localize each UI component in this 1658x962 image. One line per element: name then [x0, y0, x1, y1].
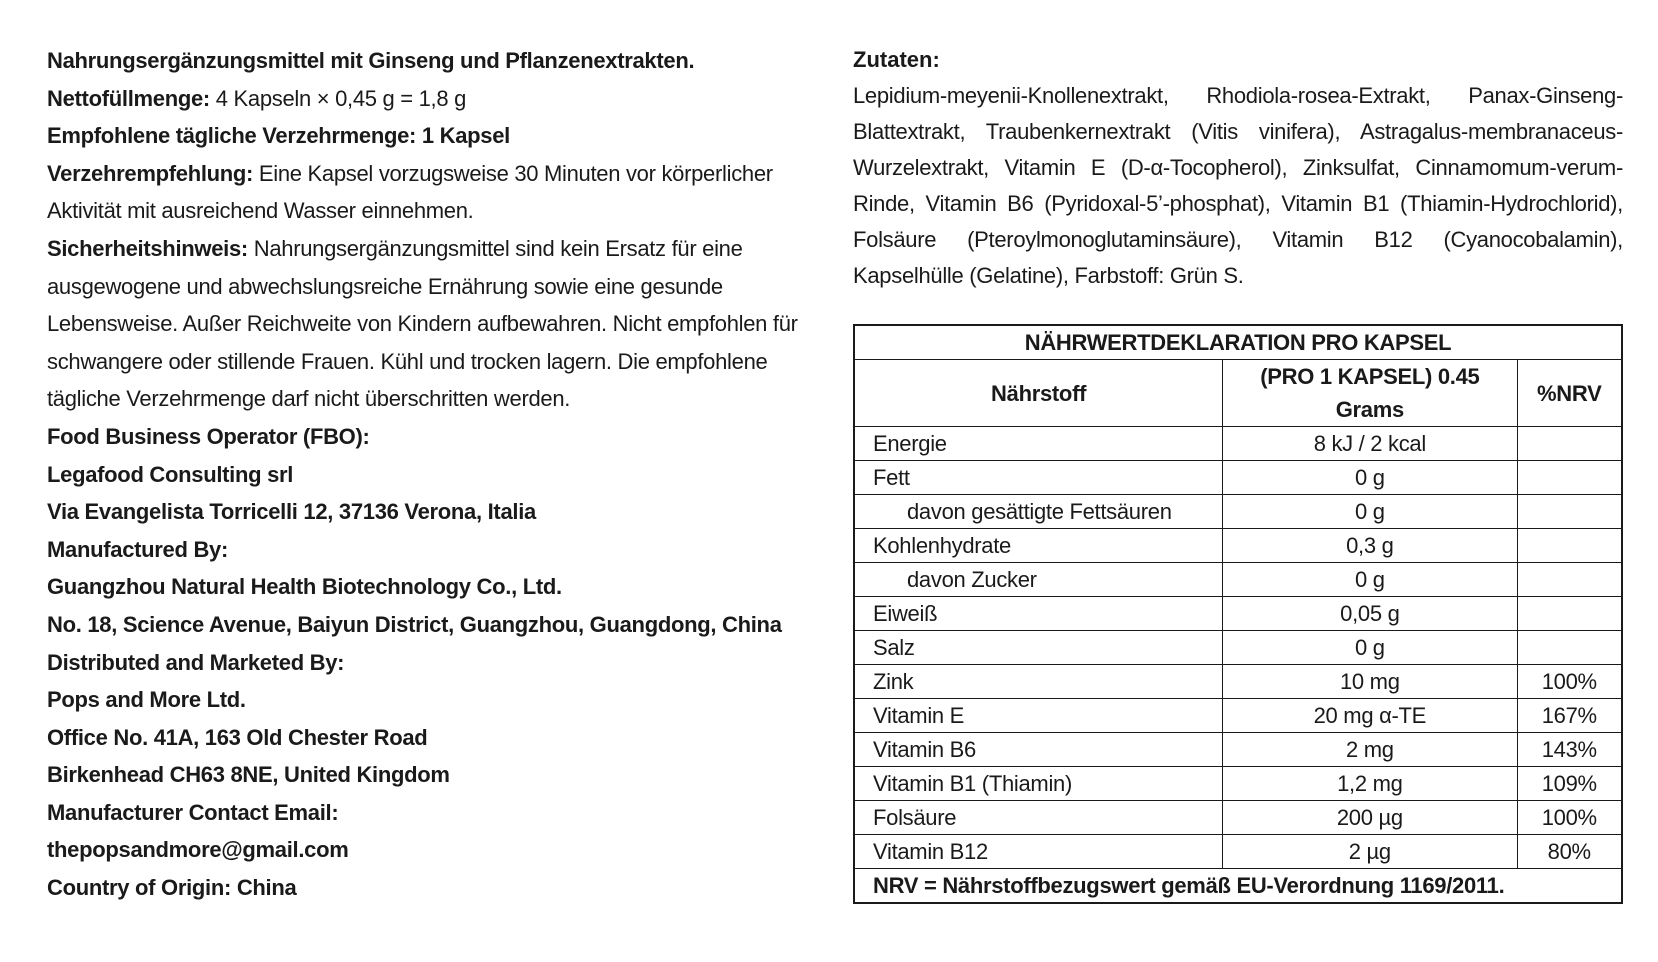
nrv-cell: [1517, 631, 1622, 665]
nutrition-table: [853, 324, 1623, 904]
nutrient-cell: Folsäure: [854, 801, 1223, 835]
nrv-cell: [1517, 495, 1622, 529]
amount-cell: 200 µg: [1223, 801, 1517, 835]
amount-cell: 0,05 g: [1223, 597, 1517, 631]
nutrient-cell: Vitamin B1 (Thiamin): [854, 767, 1223, 801]
manufacturer-address: No. 18, Science Avenue, Baiyun District, Guangzhou, Guangdong, China: [47, 611, 782, 637]
safety: [47, 230, 827, 418]
nutrient-cell: Vitamin B6: [854, 733, 1223, 767]
nrv-cell: 80%: [1517, 835, 1622, 869]
amount-cell: 0 g: [1223, 631, 1517, 665]
table-row: [854, 597, 1622, 631]
ingredients-text: Lepidium-meyenii-Knollenextrakt, Rhodiola-rosea-Extrakt, Panax-Ginseng-Blattextrakt, Traubenkernextrakt (Vitis vinifera), Astragalus-membranaceus-Wurzelextrakt, Vitamin E (D-α-Tocopherol), Zinksulfat, Cinnamomum-verum-Rinde, Vitamin B6 (Pyridoxal-5’-phosphat), Vitamin B1 (Thiamin-Hydrochlorid), Folsäure (Pteroylmonoglutaminsäure), Vitamin B12 (Cyanocobalamin), Kapselhülle (Gelatine), Farbstoff: Grün S.: [853, 83, 1623, 288]
col-amount: (PRO 1 KAPSEL) 0.45 Grams: [1223, 360, 1517, 427]
nrv-cell: 167%: [1517, 699, 1622, 733]
daily-dose: Empfohlene tägliche Verzehrmenge: 1 Kapsel: [47, 123, 510, 149]
usage-label: Verzehrempfehlung:: [47, 160, 254, 186]
nrv-cell: [1517, 597, 1622, 631]
distributor-address-2: Birkenhead CH63 8NE, United Kingdom: [47, 762, 450, 788]
nutrient-cell: Vitamin E: [854, 699, 1223, 733]
email-label: Manufacturer Contact Email:: [47, 799, 339, 825]
table-row: [854, 767, 1622, 801]
manufacturer-name: Guangzhou Natural Health Biotechnology Co., Ltd.: [47, 574, 562, 600]
safety-text: Nahrungsergänzungsmittel sind kein Ersatz für eine ausgewogene und abwechslungsreiche Ernährung sowie eine gesunde Lebensweise. Außer Reichweite von Kindern aufbewahren. Nicht empfohlen für schwangere oder stillende Frauen. Kühl und trocken lagern. Die empfohlene tägliche Verzehrmenge darf nicht überschritten werden.: [47, 235, 798, 412]
amount-cell: 2 mg: [1223, 733, 1517, 767]
table-row: [854, 835, 1622, 869]
nutrient-cell: davon gesättigte Fettsäuren: [854, 495, 1223, 529]
table-row: [854, 665, 1622, 699]
ingredients-title: Zutaten:: [853, 47, 940, 72]
table-row: [854, 733, 1622, 767]
amount-cell: 20 mg α-TE: [1223, 699, 1517, 733]
intro: Nahrungsergänzungsmittel mit Ginseng und Pflanzenextrakten.: [47, 48, 695, 73]
distributor-label: Distributed and Marketed By:: [47, 649, 345, 675]
amount-cell: 10 mg: [1223, 665, 1517, 699]
nutrient-cell: Zink: [854, 665, 1223, 699]
manufacturer-label: Manufactured By:: [47, 536, 228, 562]
table-row: [854, 801, 1622, 835]
nutrient-cell: Fett: [854, 461, 1223, 495]
table-row: [854, 563, 1622, 597]
amount-cell: 2 µg: [1223, 835, 1517, 869]
nutrition-footnote-row: [854, 869, 1622, 904]
nutrition-rows: [854, 427, 1622, 869]
nutrient-cell: Kohlenhydrate: [854, 529, 1223, 563]
nutrition-footnote: NRV = Nährstoffbezugswert gemäß EU-Verordnung 1169/2011.: [854, 869, 1622, 904]
amount-cell: 0 g: [1223, 461, 1517, 495]
amount-cell: 1,2 mg: [1223, 767, 1517, 801]
amount-cell: 0 g: [1223, 563, 1517, 597]
amount-cell: 0 g: [1223, 495, 1517, 529]
safety-label: Sicherheitshinweis:: [47, 235, 248, 261]
table-row: [854, 631, 1622, 665]
fbo-name: Legafood Consulting srl: [47, 461, 294, 487]
nrv-cell: [1517, 427, 1622, 461]
net-quantity-value: 4 Kapseln × 0,45 g = 1,8 g: [209, 85, 467, 111]
distributor-address-1: Office No. 41A, 163 Old Chester Road: [47, 724, 428, 750]
fbo-address: Via Evangelista Torricelli 12, 37136 Verona, Italia: [47, 499, 536, 525]
nutrient-cell: Energie: [854, 427, 1223, 461]
net-quantity: [47, 80, 827, 118]
nrv-cell: [1517, 563, 1622, 597]
nutrition-header-row: [854, 360, 1622, 427]
distributor-name: Pops and More Ltd.: [47, 687, 246, 713]
table-row: [854, 427, 1622, 461]
net-quantity-label: Nettofüllmenge:: [47, 85, 210, 111]
table-row: [854, 461, 1622, 495]
table-row: [854, 529, 1622, 563]
nutrition-title: NÄHRWERTDEKLARATION PRO KAPSEL: [854, 325, 1622, 360]
nutrient-cell: davon Zucker: [854, 563, 1223, 597]
product-info: [47, 42, 827, 907]
ingredients: [853, 42, 1623, 294]
nutrition-title-row: [854, 325, 1622, 360]
nrv-cell: 143%: [1517, 733, 1622, 767]
nutrient-cell: Vitamin B12: [854, 835, 1223, 869]
contact-email: thepopsandmore@gmail.com: [47, 837, 349, 863]
nrv-cell: [1517, 461, 1622, 495]
nrv-cell: 100%: [1517, 665, 1622, 699]
table-row: [854, 699, 1622, 733]
fbo-label: Food Business Operator (FBO):: [47, 423, 370, 449]
amount-cell: 8 kJ / 2 kcal: [1223, 427, 1517, 461]
country-of-origin: Country of Origin: China: [47, 875, 297, 901]
nutrient-cell: Salz: [854, 631, 1223, 665]
nrv-cell: 100%: [1517, 801, 1622, 835]
usage: [47, 155, 827, 230]
col-nrv: %NRV: [1517, 360, 1622, 427]
nutrient-cell: Eiweiß: [854, 597, 1223, 631]
usage-text: Eine Kapsel vorzugsweise 30 Minuten vor körperlicher Aktivität mit ausreichend Wasser einnehmen.: [47, 160, 773, 224]
nrv-cell: 109%: [1517, 767, 1622, 801]
nrv-cell: [1517, 529, 1622, 563]
amount-cell: 0,3 g: [1223, 529, 1517, 563]
col-nutrient: Nährstoff: [854, 360, 1223, 427]
table-row: [854, 495, 1622, 529]
